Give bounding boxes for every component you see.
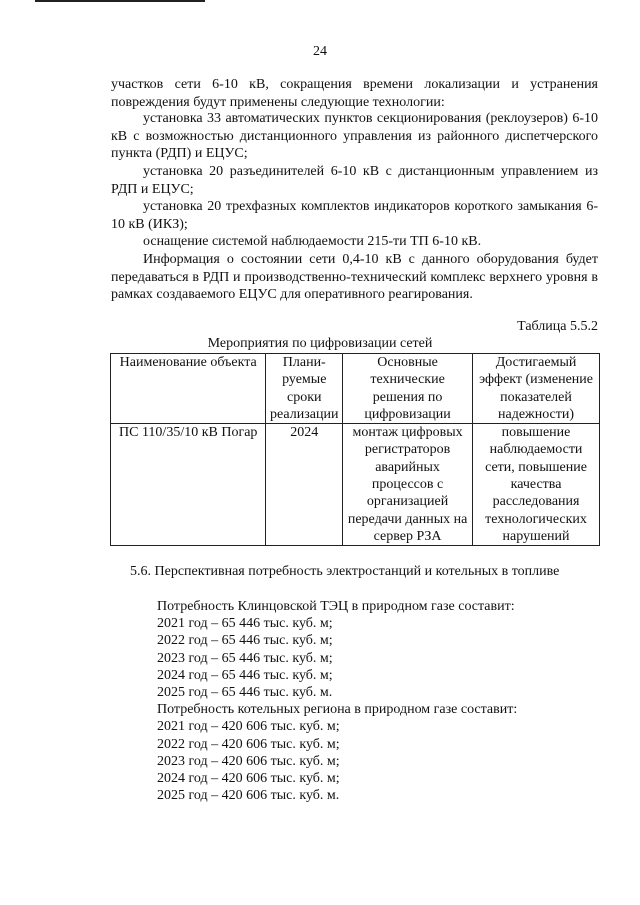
header-solution: Основные технические решения по цифровизации bbox=[343, 354, 473, 424]
paragraph-disconnectors: установка 20 разъединителей 6-10 кВ с дистанционным управлением из РДП и ЕЦУС; bbox=[111, 164, 598, 197]
list-item: 2021 год – 420 606 тыс. куб. м; bbox=[157, 719, 340, 735]
list-item: 2025 год – 65 446 тыс. куб. м. bbox=[157, 685, 333, 701]
boiler-intro: Потребность котельных региона в природном газе составит: bbox=[157, 702, 518, 718]
cell-term: 2024 bbox=[266, 424, 343, 546]
page-number: 24 bbox=[313, 44, 327, 59]
table-label: Таблица 5.5.2 bbox=[517, 319, 598, 334]
header-object: Наименование объекта bbox=[111, 354, 266, 424]
paragraph-information: Информация о состоянии сети 0,4-10 кВ с данного оборудования будет передаваться в РДП и производственно-технический комплекс верхнего уровня в рамках создаваемого ЕЦУС для оперативного реагирования. bbox=[111, 252, 598, 302]
list-item: 2022 год – 65 446 тыс. куб. м; bbox=[157, 633, 333, 649]
list-item: 2023 год – 65 446 тыс. куб. м; bbox=[157, 650, 333, 666]
list-item: 2022 год – 420 606 тыс. куб. м; bbox=[157, 736, 340, 752]
top-rule bbox=[35, 0, 205, 2]
table-header-row bbox=[111, 354, 600, 424]
cell-solution: монтаж цифровых регистраторов аварийных процессов с организацией передачи данных на сервер РЗА bbox=[343, 424, 473, 546]
header-term: Плани-руемые сроки реализации bbox=[266, 354, 343, 424]
table-row bbox=[111, 424, 600, 546]
list-item: 2021 год – 65 446 тыс. куб. м; bbox=[157, 616, 333, 632]
paragraph-indicators: установка 20 трехфазных комплектов индикаторов короткого замыкания 6-10 кВ (ИКЗ); bbox=[111, 199, 598, 232]
table-title: Мероприятия по цифровизации сетей bbox=[207, 336, 433, 351]
section-heading: 5.6. Перспективная потребность электростанций и котельных в топливе bbox=[130, 564, 560, 579]
paragraph-intro: участков сети 6-10 кВ, сокращения времени локализации и устранения повреждения будут применены следующие технологии: bbox=[111, 77, 598, 110]
cell-effect: повышение наблюдаемости сети, повышение качества расследования технологических нарушений bbox=[473, 424, 600, 546]
list-item: 2024 год – 65 446 тыс. куб. м; bbox=[157, 667, 333, 683]
cell-object: ПС 110/35/10 кВ Погар bbox=[111, 424, 266, 546]
list-item: 2024 год – 420 606 тыс. куб. м; bbox=[157, 771, 340, 787]
digitalization-table bbox=[110, 353, 600, 546]
tec-intro: Потребность Клинцовской ТЭЦ в природном газе составит: bbox=[157, 599, 515, 614]
list-item: 2025 год – 420 606 тыс. куб. м. bbox=[157, 788, 340, 804]
paragraph-reclosers: установка 33 автоматических пунктов секционирования (реклоузеров) 6-10 кВ с возможностью дистанционного управления из районного диспетчерского пункта (РДП) и ЕЦУС; bbox=[111, 111, 598, 161]
paragraph-observability: оснащение системой наблюдаемости 215-ти ТП 6-10 кВ. bbox=[143, 234, 482, 249]
tec-fuel-list bbox=[157, 598, 517, 804]
list-item: 2023 год – 420 606 тыс. куб. м; bbox=[157, 753, 340, 769]
header-effect: Достигаемый эффект (изменение показателей надежности) bbox=[473, 354, 600, 424]
